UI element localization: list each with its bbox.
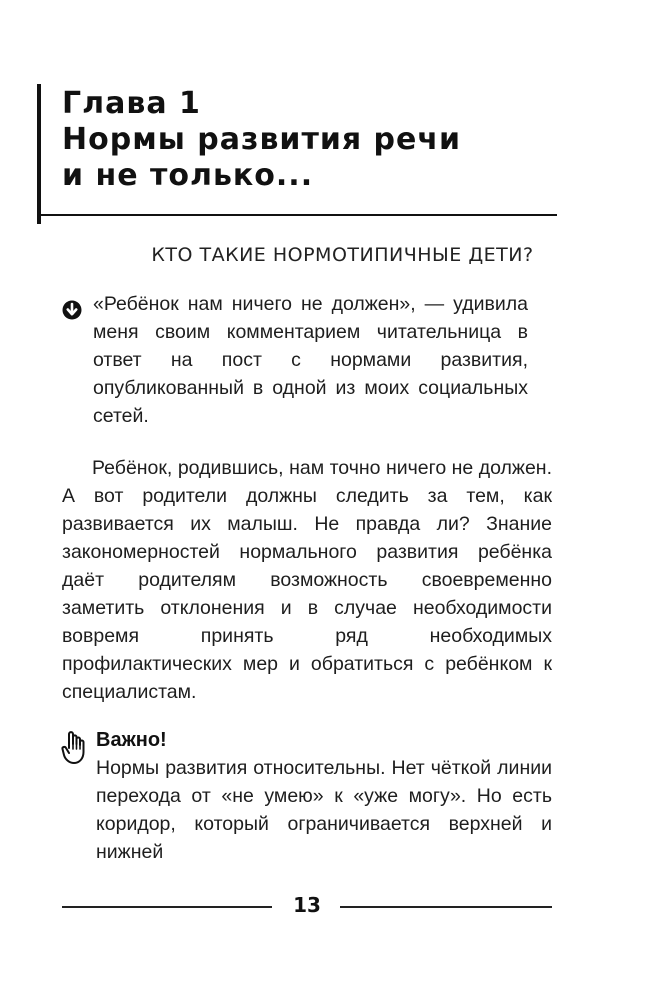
raised-finger-hand-icon	[60, 728, 92, 766]
chapter-title	[62, 86, 582, 194]
section-heading: КТО ТАКИЕ НОРМОТИПИЧНЫЕ ДЕТИ?	[151, 244, 534, 266]
chapter-title-line-1: Глава 1	[62, 86, 201, 121]
down-arrow-circle-icon	[62, 300, 82, 320]
footer-rule-left	[62, 906, 272, 908]
important-text: Нормы развития относительны. Нет чёткой линии перехода от «не умею» к «уже могу». Но есть коридор, который ограничивается верхней и нижней	[96, 757, 552, 863]
quote-text: «Ребёнок нам ничего не должен», — удивила меня своим комментарием читательница в ответ на пост с нормами развития, опубликованный в одной из моих социальных сетей.	[93, 293, 528, 427]
chapter-vertical-rule	[37, 84, 41, 224]
chapter-title-line-3: и не только...	[62, 158, 314, 193]
body-paragraph: Ребёнок, родившись, нам точно ничего не должен. А вот родители должны следить за тем, как развивается их малыш. Не правда ли? Знание закономерностей нормального развития ребёнка даёт родителям возможность своевременно заметить отклонения и в случае необходимости вовремя принять ряд необходимых профилактических мер и обратиться с ребёнком к специалистам.	[62, 457, 552, 703]
important-title: Важно!	[96, 729, 167, 751]
page-number: 13	[293, 893, 321, 917]
chapter-horizontal-rule	[37, 214, 557, 216]
footer-rule-right	[340, 906, 552, 908]
chapter-title-line-2: Нормы развития речи	[62, 122, 461, 157]
